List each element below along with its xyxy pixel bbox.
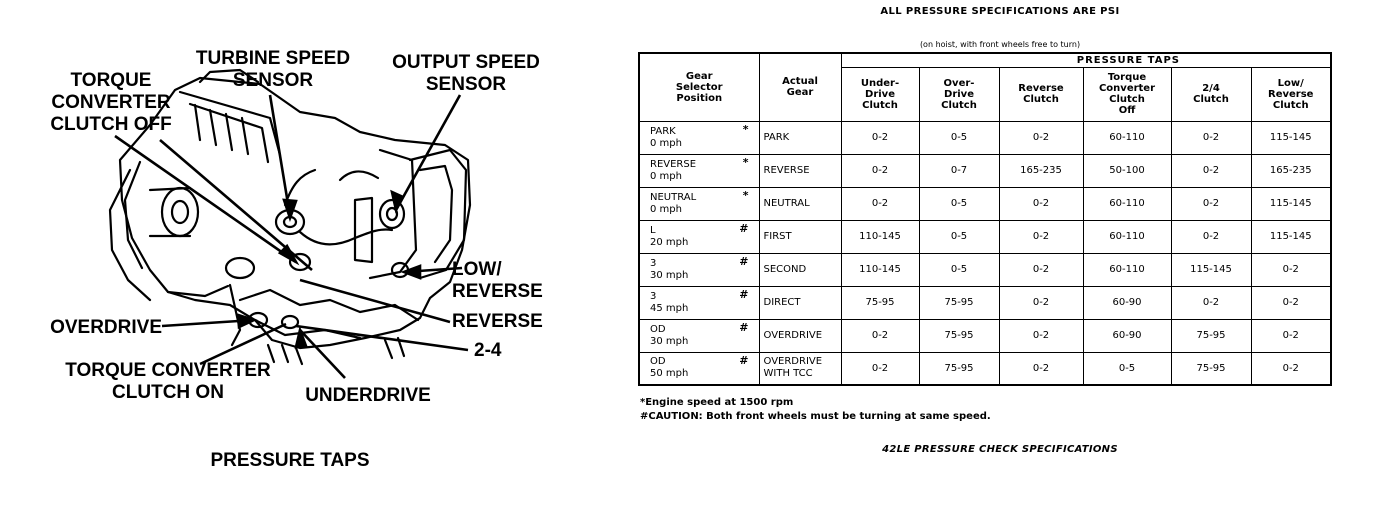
footnote-mark: # — [739, 254, 749, 268]
actual-gear-cell: PARK — [759, 121, 841, 154]
gear-name: 3 — [650, 257, 657, 269]
pressure-value-cell: 0-2 — [1251, 253, 1331, 286]
note-engine-speed: *Engine speed at 1500 rpm — [640, 397, 794, 408]
footnote-mark: # — [739, 353, 749, 367]
pressure-value-cell: 165-235 — [999, 154, 1083, 187]
underdrive-label: UNDERDRIVE — [305, 385, 431, 406]
table-row — [639, 253, 1331, 286]
gear-selector-cell — [639, 121, 759, 154]
header-tap-2: Reverse Clutch — [999, 67, 1083, 121]
actual-gear-cell: FIRST — [759, 220, 841, 253]
pressure-value-cell: 75-95 — [841, 286, 919, 319]
footnote-mark: # — [739, 320, 749, 334]
gear-selector-cell — [639, 286, 759, 319]
pressure-value-cell: 0-2 — [999, 352, 1083, 385]
header-tap-3: Torque Converter Clutch Off — [1083, 67, 1171, 121]
header-tap-4: 2/4 Clutch — [1171, 67, 1251, 121]
table-row — [639, 352, 1331, 385]
table-row — [639, 286, 1331, 319]
pressure-spec-table — [638, 52, 1332, 386]
header-gear-selector: Gear Selector Position — [639, 53, 759, 121]
header-tap-5: Low/ Reverse Clutch — [1251, 67, 1331, 121]
pressure-value-cell: 0-2 — [999, 220, 1083, 253]
pressure-value-cell: 75-95 — [1171, 352, 1251, 385]
gear-name: PARK — [650, 125, 676, 137]
pressure-value-cell: 0-2 — [999, 121, 1083, 154]
pressure-value-cell: 0-2 — [1171, 187, 1251, 220]
pressure-value-cell: 165-235 — [1251, 154, 1331, 187]
pressure-value-cell: 0-2 — [1251, 286, 1331, 319]
table-row — [639, 121, 1331, 154]
actual-gear-cell: OVERDRIVE — [759, 319, 841, 352]
gear-speed: 30 mph — [650, 269, 689, 281]
pressure-value-cell: 0-5 — [919, 121, 999, 154]
tcc-off-label: TORQUE CONVERTER CLUTCH OFF — [50, 70, 172, 135]
pressure-value-cell: 0-2 — [1171, 121, 1251, 154]
spec-title: ALL PRESSURE SPECIFICATIONS ARE PSI — [880, 6, 1120, 17]
gear-selector-cell — [639, 352, 759, 385]
gear-selector-cell — [639, 154, 759, 187]
gear-speed: 20 mph — [650, 236, 689, 248]
pressure-value-cell: 75-95 — [919, 352, 999, 385]
reverse-label: REVERSE — [452, 311, 543, 332]
gear-name: NEUTRAL — [650, 191, 697, 203]
pressure-value-cell: 110-145 — [841, 220, 919, 253]
header-tap-1: Over- Drive Clutch — [919, 67, 999, 121]
gear-selector-cell — [639, 187, 759, 220]
actual-gear-cell: SECOND — [759, 253, 841, 286]
pressure-spec-panel — [630, 0, 1370, 518]
footnote-mark: # — [739, 221, 749, 235]
pressure-value-cell: 60-110 — [1083, 187, 1171, 220]
pressure-value-cell: 75-95 — [919, 286, 999, 319]
gear-speed: 50 mph — [650, 368, 689, 380]
header-pressure-taps: PRESSURE TAPS — [841, 53, 1331, 67]
footnote-mark: * — [742, 122, 749, 136]
pressure-value-cell: 0-2 — [1251, 352, 1331, 385]
pressure-value-cell: 60-110 — [1083, 121, 1171, 154]
gear-speed: 0 mph — [650, 203, 682, 215]
pressure-value-cell: 115-145 — [1251, 187, 1331, 220]
pressure-value-cell: 0-2 — [841, 154, 919, 187]
pressure-value-cell: 0-5 — [1083, 352, 1171, 385]
pressure-value-cell: 115-145 — [1171, 253, 1251, 286]
pressure-value-cell: 60-110 — [1083, 253, 1171, 286]
pressure-value-cell: 0-2 — [1171, 220, 1251, 253]
pressure-value-cell: 115-145 — [1251, 121, 1331, 154]
footnote-mark: * — [742, 188, 749, 202]
pressure-value-cell: 0-2 — [999, 253, 1083, 286]
header-actual-gear: Actual Gear — [759, 53, 841, 121]
pressure-value-cell: 0-7 — [919, 154, 999, 187]
gear-name: 3 — [650, 290, 657, 302]
pressure-value-cell: 0-2 — [841, 319, 919, 352]
pressure-value-cell: 110-145 — [841, 253, 919, 286]
footnote-mark: * — [742, 155, 749, 169]
pressure-taps-diagram — [0, 0, 620, 518]
table-row — [639, 319, 1331, 352]
gear-name: REVERSE — [650, 158, 697, 170]
gear-name: L — [650, 224, 656, 236]
pressure-value-cell: 75-95 — [1171, 319, 1251, 352]
pressure-value-cell: 0-5 — [919, 187, 999, 220]
pressure-value-cell: 0-5 — [919, 253, 999, 286]
pressure-value-cell: 0-2 — [841, 121, 919, 154]
pressure-value-cell: 0-2 — [1251, 319, 1331, 352]
low-reverse-label: LOW/ REVERSE — [452, 259, 543, 302]
pressure-value-cell: 0-2 — [999, 319, 1083, 352]
pressure-value-cell: 60-90 — [1083, 286, 1171, 319]
header-tap-0: Under- Drive Clutch — [841, 67, 919, 121]
actual-gear-cell: REVERSE — [759, 154, 841, 187]
spec-notes — [640, 396, 991, 424]
gear-name: OD — [650, 323, 666, 335]
overdrive-label: OVERDRIVE — [50, 317, 162, 338]
pressure-value-cell: 0-2 — [999, 286, 1083, 319]
actual-gear-cell: DIRECT — [759, 286, 841, 319]
output-speed-sensor-label: OUTPUT SPEED SENSOR — [392, 52, 540, 95]
turbine-speed-sensor-label: TURBINE SPEED SENSOR — [195, 48, 351, 91]
table-row — [639, 187, 1331, 220]
gear-speed: 45 mph — [650, 302, 689, 314]
gear-speed: 0 mph — [650, 170, 682, 182]
actual-gear-cell: OVERDRIVE WITH TCC — [759, 352, 841, 385]
gear-speed: 30 mph — [650, 335, 689, 347]
pressure-value-cell: 115-145 — [1251, 220, 1331, 253]
pressure-value-cell: 0-2 — [1171, 286, 1251, 319]
pressure-value-cell: 60-90 — [1083, 319, 1171, 352]
actual-gear-cell: NEUTRAL — [759, 187, 841, 220]
pressure-value-cell: 0-5 — [919, 220, 999, 253]
pressure-value-cell: 0-2 — [999, 187, 1083, 220]
table-row — [639, 154, 1331, 187]
gear-selector-cell — [639, 319, 759, 352]
note-caution: #CAUTION: Both front wheels must be turning at same speed. — [640, 411, 991, 422]
gear-selector-cell — [639, 253, 759, 286]
diagram-caption: PRESSURE TAPS — [210, 450, 370, 471]
pressure-value-cell: 60-110 — [1083, 220, 1171, 253]
spec-caption: 42LE PRESSURE CHECK SPECIFICATIONS — [882, 444, 1118, 455]
gear-selector-cell — [639, 220, 759, 253]
pressure-value-cell: 0-2 — [841, 352, 919, 385]
spec-table-body — [639, 121, 1331, 385]
spec-subtitle: (on hoist, with front wheels free to turn) — [919, 40, 1081, 49]
gear-name: OD — [650, 356, 666, 368]
pressure-value-cell: 50-100 — [1083, 154, 1171, 187]
pressure-value-cell: 0-2 — [841, 187, 919, 220]
pressure-value-cell: 75-95 — [919, 319, 999, 352]
two-four-label: 2-4 — [474, 340, 502, 361]
tcc-on-label: TORQUE CONVERTER CLUTCH ON — [65, 360, 271, 403]
footnote-mark: # — [739, 287, 749, 301]
gear-speed: 0 mph — [650, 137, 682, 149]
table-row — [639, 220, 1331, 253]
pressure-value-cell: 0-2 — [1171, 154, 1251, 187]
